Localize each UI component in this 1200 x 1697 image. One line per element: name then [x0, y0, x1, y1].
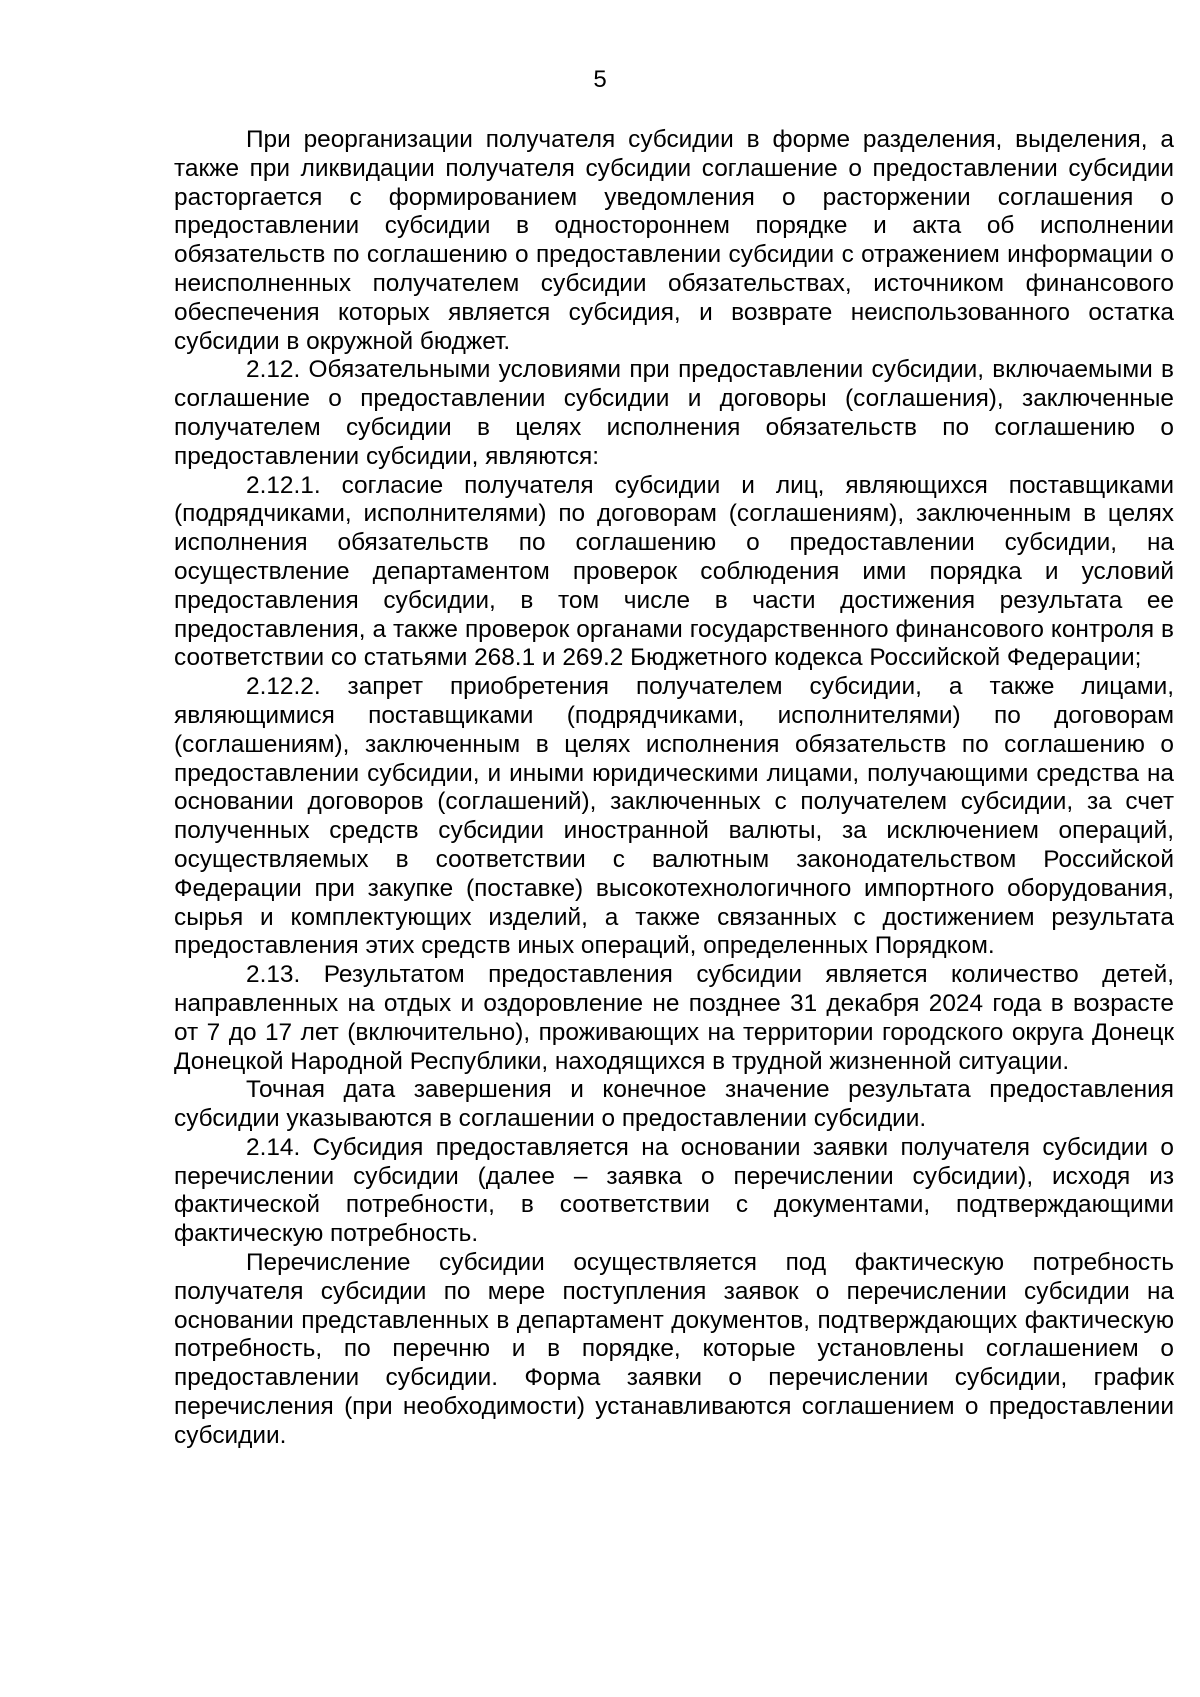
paragraph-2-14: 2.14. Субсидия предоставляется на основании заявки получателя субсидии о перечислении субсидии (далее – заявка о перечислении субсидии), исходя из фактической потребности, в соответствии с документами, подтверждающими фактическую потребность.	[174, 1133, 1174, 1248]
paragraph-2-13: 2.13. Результатом предоставления субсидии является количество детей, направленных на отдых и оздоровление не позднее 31 декабря 2024 года в возрасте от 7 до 17 лет (включительно), проживающих на территории городского округа Донецк Донецкой Народной Республики, находящихся в трудной жизненной ситуации.	[174, 961, 1174, 1075]
paragraph-result-date: Точная дата завершения и конечное значение результата предоставления субсидии указываются в соглашении о предоставлении субсидии.	[174, 1076, 1174, 1133]
paragraph-2-12: 2.12. Обязательными условиями при предоставлении субсидии, включаемыми в соглашение о предоставлении субсидии и договоры (соглашения), заключенные получателем субсидии в целях исполнения обязательств по соглашению о предоставлении субсидии, являются:	[174, 356, 1174, 470]
document-body	[174, 126, 1174, 1451]
paragraph-transfer: Перечисление субсидии осуществляется под фактическую потребность получателя субсидии по мере поступления заявок о перечислении субсидии на основании представленных в департамент документов, подтверждающих фактическую потребность, по перечню и в порядке, которые установлены соглашением о предоставлении субсидии. Форма заявки о перечислении субсидии, график перечисления (при необходимости) устанавливаются соглашением о предоставлении субсидии.	[174, 1249, 1174, 1449]
paragraph-2-12-1: 2.12.1. согласие получателя субсидии и лиц, являющихся поставщиками (подрядчиками, исполнителями) по договорам (соглашениям), заключенным в целях исполнения обязательств по соглашению о предоставлении субсидии, на осуществление департаментом проверок соблюдения ими порядка и условий предоставления субсидии, в том числе в части достижения результата ее предоставления, а также проверок органами государственного финансового контроля в соответствии со статьями 268.1 и 269.2 Бюджетного кодекса Российской Федерации;	[174, 471, 1174, 672]
page-number: 5	[593, 66, 607, 93]
paragraph-reorganization: При реорганизации получателя субсидии в форме разделения, выделения, а также при ликвидации получателя субсидии соглашение о предоставлении субсидии расторгается с формированием уведомления о расторжении соглашения о предоставлении субсидии в одностороннем порядке и акта об исполнении обязательств по соглашению о предоставлении субсидии с отражением информации о неисполненных получателем субсидии обязательствах, источником финансового обеспечения которых является субсидия, и возврате неиспользованного остатка субсидии в окружной бюджет.	[174, 126, 1174, 355]
paragraph-2-12-2: 2.12.2. запрет приобретения получателем субсидии, а также лицами, являющимися поставщиками (подрядчиками, исполнителями) по договорам (соглашениям), заключенным в целях исполнения обязательств по соглашению о предоставлении субсидии, и иными юридическими лицами, получающими средства на основании договоров (соглашений), заключенных с получателем субсидии, за счет полученных средств субсидии иностранной валюты, за исключением операций, осуществляемых в соответствии с валютным законодательством Российской Федерации при закупке (поставке) высокотехнологичного импортного оборудования, сырья и комплектующих изделий, а также связанных с достижением результата предоставления этих средств иных операций, определенных Порядком.	[174, 673, 1174, 960]
